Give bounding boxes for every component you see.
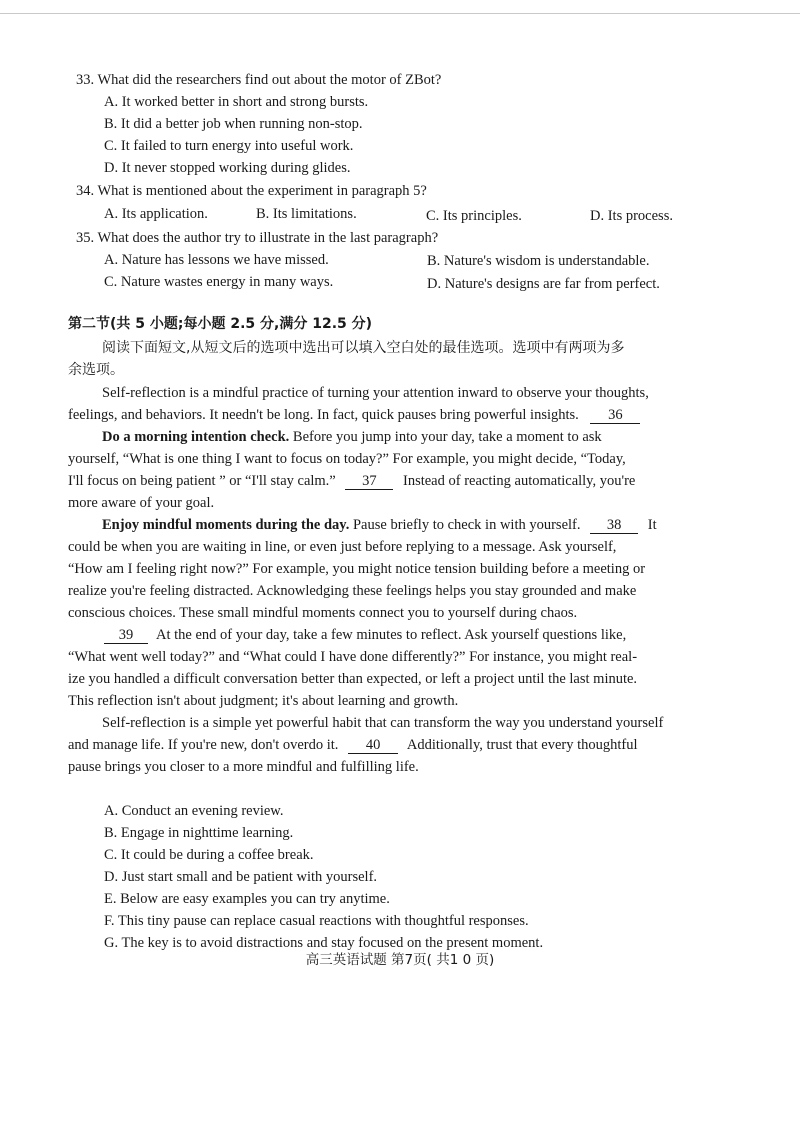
option-d: D. Just start small and be patient with yourself. xyxy=(104,869,378,885)
passage-p4-line-2: “What went well today?” and “What could I have done differently?” For instance, you might real- xyxy=(68,649,638,665)
question-34-option-d: D. Its process. xyxy=(590,208,673,224)
question-35-option-a: A. Nature has lessons we have missed. xyxy=(104,252,329,268)
passage-p4-line-4: This reflection isn't about judgment; it's about learning and growth. xyxy=(68,693,459,709)
p4-line-1-text: At the end of your day, take a few minutes to reflect. Ask yourself questions like, xyxy=(156,627,627,643)
passage-p2-line-1 xyxy=(102,427,602,447)
blank-40: 40 xyxy=(348,737,398,754)
passage-p4-line-3: ize you handled a difficult conversation better than expected, or left a project until the last minute. xyxy=(68,671,638,687)
passage-p5-line-3: pause brings you closer to a more mindful and fulfilling life. xyxy=(68,759,419,775)
question-35-option-d: D. Nature's designs are far from perfect. xyxy=(427,276,660,292)
p3-line-1-text: Pause briefly to check in with yourself. xyxy=(349,517,581,533)
option-b: B. Engage in nighttime learning. xyxy=(104,825,294,841)
question-34-option-a: A. Its application. xyxy=(104,206,208,222)
p2-line-3a-text: I'll focus on being patient ” or “I'll stay calm.” xyxy=(68,473,336,489)
question-33-stem: 33. What did the researchers find out about the motor of ZBot? xyxy=(76,72,442,88)
passage-p3-line-2: could be when you are waiting in line, or even just before replying to a message. Ask yourself, xyxy=(68,539,617,555)
p5-line-2b-text: Additionally, trust that every thoughtful xyxy=(406,737,638,753)
question-33-option-c: C. It failed to turn energy into useful work. xyxy=(104,138,354,154)
p5-line-2a-text: and manage life. If you're new, don't overdo it. xyxy=(68,737,339,753)
p2-line-3b-text: Instead of reacting automatically, you're xyxy=(403,473,636,489)
option-f: F. This tiny pause can replace casual reactions with thoughtful responses. xyxy=(104,913,529,929)
passage-p5-line-1: Self-reflection is a simple yet powerful habit that can transform the way you understand yourself xyxy=(102,715,664,731)
passage-p1-text: feelings, and behaviors. It needn't be long. In fact, quick pauses bring powerful insights. xyxy=(68,407,579,423)
option-g: G. The key is to avoid distractions and stay focused on the present moment. xyxy=(104,935,544,951)
blank-36: 36 xyxy=(590,407,640,424)
option-c: C. It could be during a coffee break. xyxy=(104,847,314,863)
question-34-option-b: B. Its limitations. xyxy=(256,206,357,222)
passage-p2-line-4: more aware of your goal. xyxy=(68,495,215,511)
question-35-option-c: C. Nature wastes energy in many ways. xyxy=(104,274,334,290)
blank-37: 37 xyxy=(345,473,393,490)
question-35-option-b: B. Nature's wisdom is understandable. xyxy=(427,253,650,269)
passage-p3-line-1 xyxy=(102,515,657,535)
passage-p3-line-5: conscious choices. These small mindful moments connect you to yourself during chaos. xyxy=(68,605,578,621)
question-35-stem: 35. What does the author try to illustrate in the last paragraph? xyxy=(76,230,439,246)
passage-p2-line-3 xyxy=(68,471,635,491)
question-33-option-a: A. It worked better in short and strong bursts. xyxy=(104,94,369,110)
passage-p2-line-2: yourself, “What is one thing I want to focus on today?” For example, you might decide, “Today, xyxy=(68,451,626,467)
passage-p5-line-2 xyxy=(68,735,638,755)
passage-p1-line-2 xyxy=(68,405,640,425)
blank-38: 38 xyxy=(590,517,638,534)
p2-line-1-text: Before you jump into your day, take a moment to ask xyxy=(289,429,602,445)
option-a: A. Conduct an evening review. xyxy=(104,803,284,819)
p2-bold-heading: Do a morning intention check. xyxy=(102,429,290,445)
option-e: E. Below are easy examples you can try anytime. xyxy=(104,891,390,907)
question-34-stem: 34. What is mentioned about the experiment in paragraph 5? xyxy=(76,183,427,199)
section-instruction-line-2: 余选项。 xyxy=(68,362,124,378)
question-34-option-c: C. Its principles. xyxy=(426,208,522,224)
p3-bold-heading: Enjoy mindful moments during the day. xyxy=(102,517,350,533)
page-footer: 高三英语试题 第7页( 共1 0 页) xyxy=(305,952,495,968)
section-heading: 第二节(共 5 小题;每小题 2.5 分,满分 12.5 分) xyxy=(68,316,373,332)
passage-p4-line-1 xyxy=(104,625,626,645)
question-33-option-d: D. It never stopped working during glides. xyxy=(104,160,351,176)
passage-p3-line-3: “How am I feeling right now?” For example, you might notice tension building before a meeting or xyxy=(68,561,646,577)
section-instruction-line-1: 阅读下面短文,从短文后的选项中选出可以填入空白处的最佳选项。选项中有两项为多 xyxy=(102,340,625,356)
top-divider xyxy=(0,13,800,14)
p3-line-1b-text: It xyxy=(647,517,657,533)
question-33-option-b: B. It did a better job when running non-stop. xyxy=(104,116,363,132)
blank-39: 39 xyxy=(104,627,148,644)
passage-p3-line-4: realize you're feeling distracted. Acknowledging these feelings helps you stay grounded and make xyxy=(68,583,637,599)
passage-p1-line-1: Self-reflection is a mindful practice of turning your attention inward to observe your thoughts, xyxy=(102,385,649,401)
